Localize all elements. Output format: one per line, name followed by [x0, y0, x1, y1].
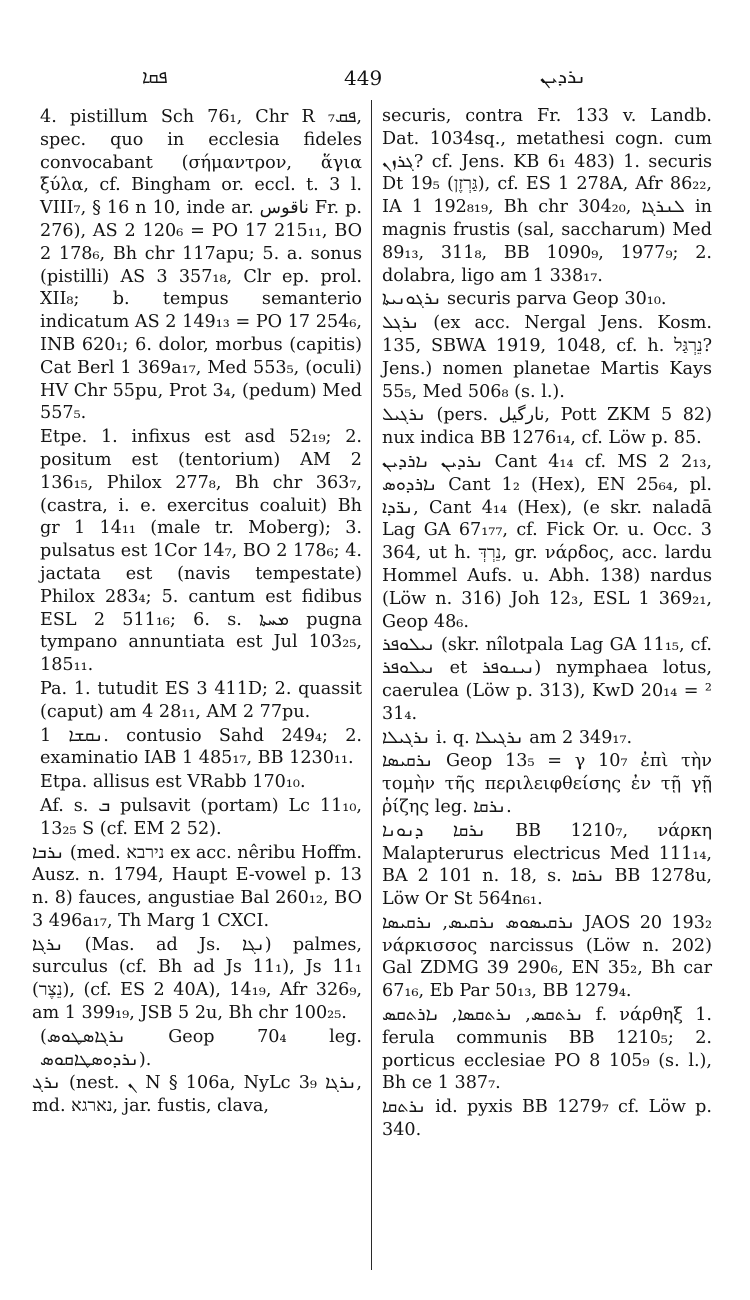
- entry-pistillum: 4. pistillum Sch 76₁, Chr R ܦܩ₇, spec. quo in ecclesia fideles convocabant (σήμαντρον, ἅγια ξύλα, cf. Bingham or. eccl. t. 3 l. VIII₇, § 16 n 10, inde ar. ناقوس Fr. p. 276), AS 2 120₆ = PO 17 215₁₁, BO 2 178₆, Bh chr 117apu; 5. a. sonus (pistilli) AS 3 357₁₈, Clr ep. prol. XII₈; b. tempus semanterio indicatum AS 2 149₁₃ = PO 17 254₆, INB 620₁; 6. dolor, morbus (capitis) Cat Berl 1 369a₁₇, Med 553₅, (oculi) HV Chr 55pu, Prot 3₄, (pedum) Med 557₅.: [40, 107, 362, 424]
- left-column: [32, 106, 363, 1256]
- entry-nergal: ܢܪܓܠ (ex acc. Nergal Jens. Kosm. 135, SBWA 1919, 1048, cf. h. נֵרְגַּל? Jens.) nomen planetae Martis Kays 55₅, Med 506₈ (s. l.).: [382, 313, 712, 402]
- column-divider: [371, 100, 372, 1270]
- entry-contusio: ܢܩܫܐ 1. contusio Sahd 249₄; 2. examinatio IAB 1 485₁₇, BB 1230₁₁.: [40, 725, 362, 769]
- page-number: 449: [344, 66, 383, 90]
- entry-narcissus: ܢܪܩܝܣܘܣ ܢܪܩܝܣ, ܢܪܩܝܣܐ JAOS 20 193₂ νάρκισσος narcissus (Löw n. 202) Gal ZDMG 39 290₆, EN 35₂, Bh car 67₁₆, Eb Par 50₁₃, BB 1279₄.: [382, 912, 712, 1002]
- entry-securis-parva: ܢܪܓܘܢܝܬܐ securis parva Geop 30₁₀.: [382, 289, 667, 310]
- entry-narke: ܢܪܩܐ ܕܢܘܢܐ BB 1210₇, νάρκη Malapterurus electricus Med 111₁₄, BA 2 101 n. 18, s. ܢܪܩܐ BB 1278u, Löw Or St 564n₆₁.: [382, 820, 713, 910]
- entry-geop-note: (ܢܪܓܐܣܛܘܣ Geop 70₄ leg. ܢܪܕܘܣܛܐܩܘܣ).: [40, 1026, 362, 1070]
- entry-iq: ܢܪܓܝܠܐ i. q. ܢܪܓܝܠܐ am 2 349₁₇.: [382, 727, 633, 748]
- entry-geop-greek: ܢܪܩܝܣܐ Geop 13₅ = γ 10₇ ἐπὶ τὴν τομὴν τῆς περιλειφθείσης ἐν τῇ γῇ ῥίζης leg. ܢܪܩܐ.: [382, 751, 712, 817]
- entry-etpa: Etpa. allisus est VRabb 170₁₀.: [40, 772, 306, 793]
- running-head-right: ܢܪܕܝܢ: [540, 66, 586, 88]
- entry-securis-cont: securis, contra Fr. 133 v. Landb. Dat. 1034sq., metathesi cogn. cum ܓܪܙܢ? cf. Jens. KB 6₁ 483) 1. securis Dt 19₅ (גַּרְזֶן), cf. ES 1 278A, Afr 86₂₂, IA 1 192₈₁₉, Bh chr 304₂₀, ܠܢܪܓܐ in magnis frustis (sal, saccharum) Med 89₁₃, 311₈, BB 1090₉, 1977₉; 2. dolabra, ligo am 1 338₁₇.: [382, 106, 712, 286]
- running-head-left: ܦܩܐ: [142, 66, 168, 88]
- entry-pa: Pa. 1. tutudit ES 3 411D; 2. quassit (caput) am 4 28₁₁, AM 2 77pu.: [40, 678, 362, 722]
- entry-pyxis: ܢܪܬܩܐ id. pyxis BB 1279₇ cf. Löw p. 340.: [382, 1097, 712, 1141]
- entry-fauces: ܢܪܒܐ (med. נירבא ex acc. nêribu Hoffm. Ausz. n. 1794, Haupt E-vowel p. 13 n. 8) fauces, angustiae Bal 260₁₂, BO 3 496a₁₇, Th Marg 1 CXCI.: [32, 842, 363, 931]
- right-column: [382, 106, 712, 1286]
- entry-nux-indica: ܢܪܓܝܠ (pers. نارگیل, Pott ZKM 5 82) nux indica BB 1276₁₄, cf. Löw p. 85.: [382, 405, 712, 449]
- running-head: [0, 66, 750, 96]
- entry-nymphaea: ܢܝܠܘܦܪ (skr. nîlotpala Lag GA 11₁₅, cf. ܢܝܠܘܦܪ et ܢܝܢܘܦܪ) nymphaea lotus, caerulea (Löw p. 313), KwD 20₁₄ = ² 31₄.: [382, 635, 712, 724]
- entry-ferula: ܢܪܬܩܣ, ܢܪܬܩܣܐ, ܢܐܪܬܩܣ f. νάρθηξ 1. ferula communis BB 1210₅; 2. porticus ecclesiae PO 8 105₉ (s. l.), Bh ce 1 387₇.: [382, 1005, 712, 1094]
- entry-fustis: ܢܪܓ (nest. ܢ N § 106a, NyLc 3₉ ܢܪܓܐ, md. נארגא, jar. fustis, clava,: [32, 1073, 363, 1117]
- entry-palmes: ܢܪܓܐ (Mas. ad Js. ܢܓܐ) palmes, surculus (cf. Bh ad Js 11₁), Js 11₁ (נֵצֶר), (cf. ES 2 40A), 14₁₉, Afr 326₉, am 1 399₁₉, JSB 5 2u, Bh chr 100₂₅.: [32, 934, 362, 1024]
- entry-nardus: ܢܪܕܝܢ ܢܐܪܕܝܢ Cant 4₁₄ cf. MS 2 2₁₃, ܢܐܪܕܘܣ Cant 1₂ (Hex), EN 25₆₄, pl. ܢܪ̈ܕܐ, Cant 4₁₄ (Hex), (e skr. naladā Lag GA 67₁₇₇, cf. Fick Or. u. Occ. 3 364, ut h. נֵרְדְּ, gr. νάρδος, acc. lardu Hommel Aufs. u. Abh. 138) nardus (Löw n. 316) Joh 12₃, ESL 1 369₂₁, Geop 48₆.: [382, 451, 712, 632]
- entry-af: Af. s. ܒ pulsavit (portam) Lc 11₁₀, 13₂₅ S (cf. EM 2 52).: [40, 795, 362, 839]
- entry-etpe: Etpe. 1. infixus est asd 52₁₉; 2. positum est (tentorium) AM 2 136₁₅, Philox 277₈, Bh chr 363₇, (castra, i. e. exercitus coaluit) Bh gr 1 14₁₁ (male tr. Moberg); 3. pulsatus est 1Cor 14₇, BO 2 178₆; 4. jactata est (navis tempestate) Philox 283₄; 5. cantum est fidibus ESL 2 511₁₆; 6. s. ܡܚܬܐ pugna tympano annuntiata est Jul 103₂₅, 185₁₁.: [40, 427, 362, 676]
